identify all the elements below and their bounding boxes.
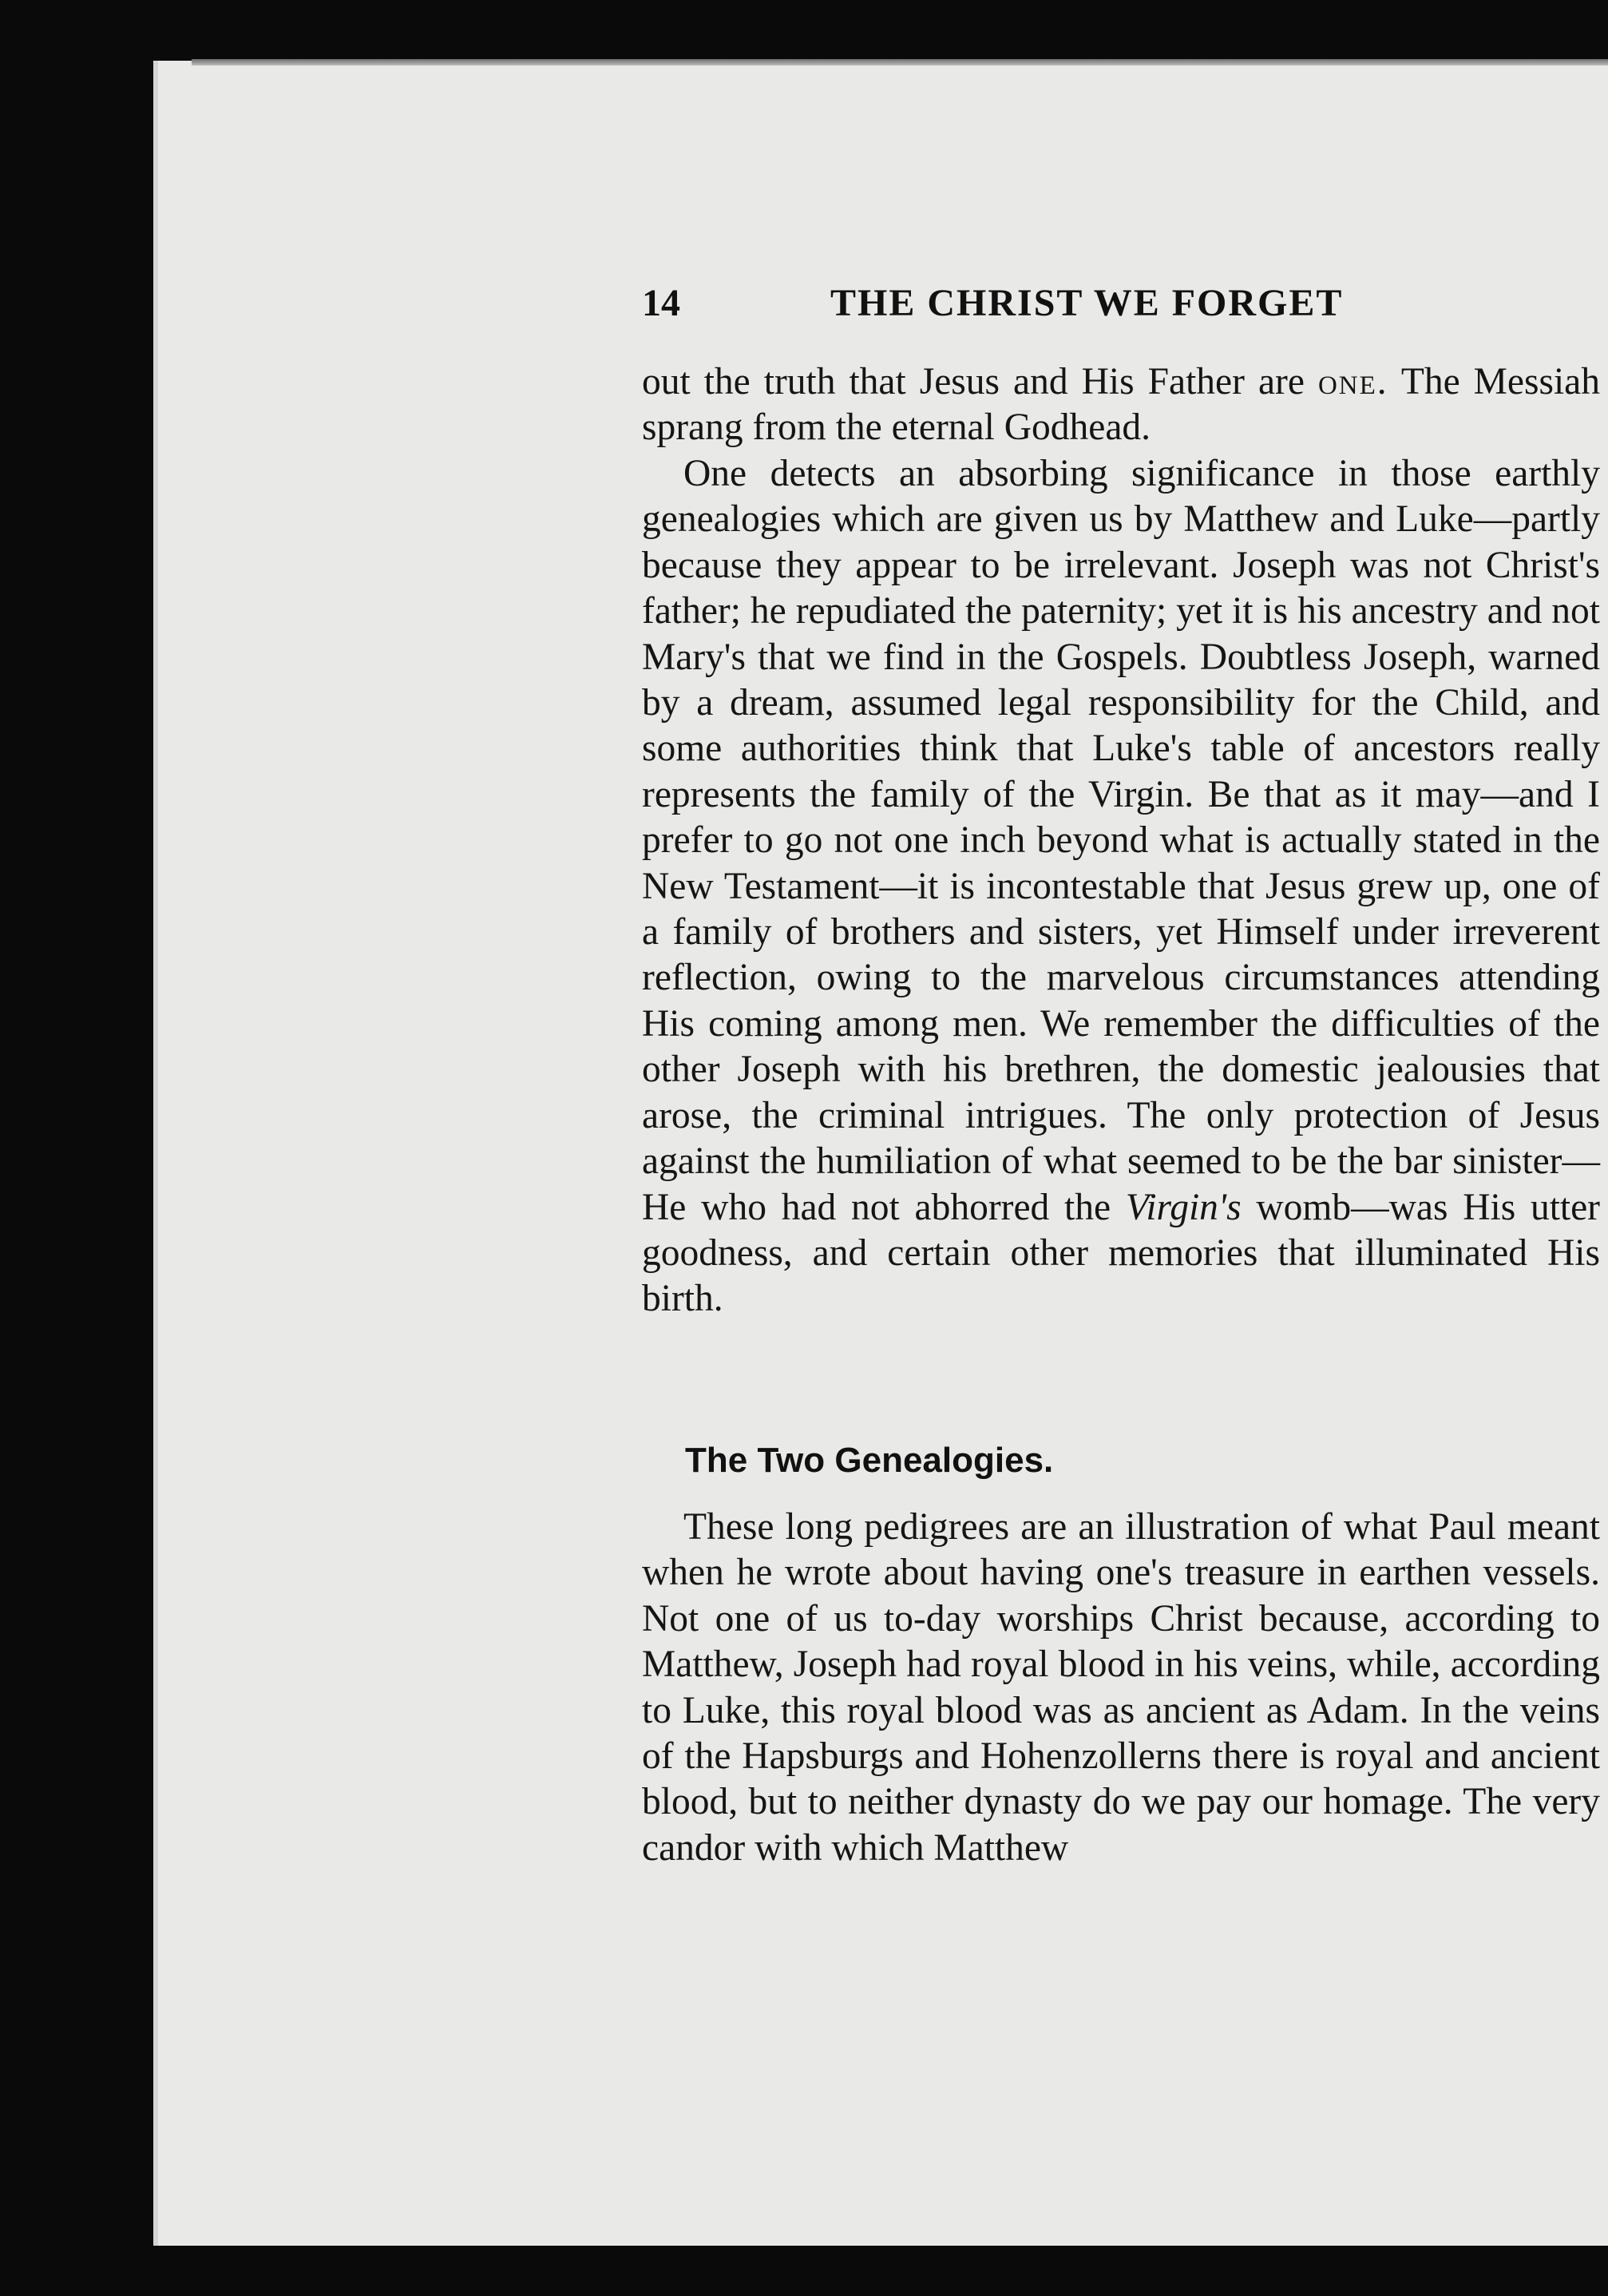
page-number: 14 [642,282,680,324]
page-left-edge [153,61,158,2246]
paragraph-opening-text-end: The Messiah sprang from the eternal Godhead. [642,361,1601,449]
running-head [642,281,1603,329]
page-top-edge [192,59,1608,65]
paragraph-genealogies-text-end: womb—was His utter goodness, and certain other memories that illuminated His birth. [642,1186,1600,1320]
paragraph-pedigrees: These long pedigrees are an illustration of what Paul meant when he wrote about having one's treasure in earthen vessels. Not one of us to-day worships Christ because, according to Matthew, Joseph had royal blood in his veins, while, according to Luke, this royal blood was as ancient as Adam. In the veins of the Hapsburgs and Hohenzollerns there is royal and ancient blood, but to neither dynasty do we pay our homage. The very candor with which Matthew [642,1506,1600,1869]
section-heading: The Two Genealogies. [685,1441,1054,1480]
running-title: THE CHRIST WE FORGET [830,282,1344,324]
paragraph-genealogies [642,451,1600,1322]
italic-virgins: Virgin's [1125,1186,1242,1228]
emphasis-one: one. [1317,361,1388,402]
paragraph-opening-text: out the truth that Jesus and His Father are [642,361,1318,402]
paragraph-genealogies-text: One detects an absorbing significance in those earthly genealogies which are given us by Matthew and Luke—partly because they appear to be irrelevant. Joseph was not Christ's father; he repudiated the paternity; yet it is his ancestry and not Mary's that we find in the Gospels. Doubtless Joseph, warned by a dream, assumed legal responsibility for the Child, and some authorities think that Luke's table of ancestors really represents the family of the Virgin. Be that as it may—and I prefer to go not one inch beyond what is actually stated in the New Testament—it is incontestable that Jesus grew up, one of a family of brothers and sisters, yet Himself under irreverent reflection, owing to the marvelous circumstances attending His coming among men. We remember the difficulties of the other Joseph with his brethren, the domestic jealousies that arose, the criminal intrigues. The only protection of Jesus against the humiliation of what seemed to be the bar sinister—He who had not abhorred the [642,453,1600,1228]
paragraph-opening [642,359,1600,451]
